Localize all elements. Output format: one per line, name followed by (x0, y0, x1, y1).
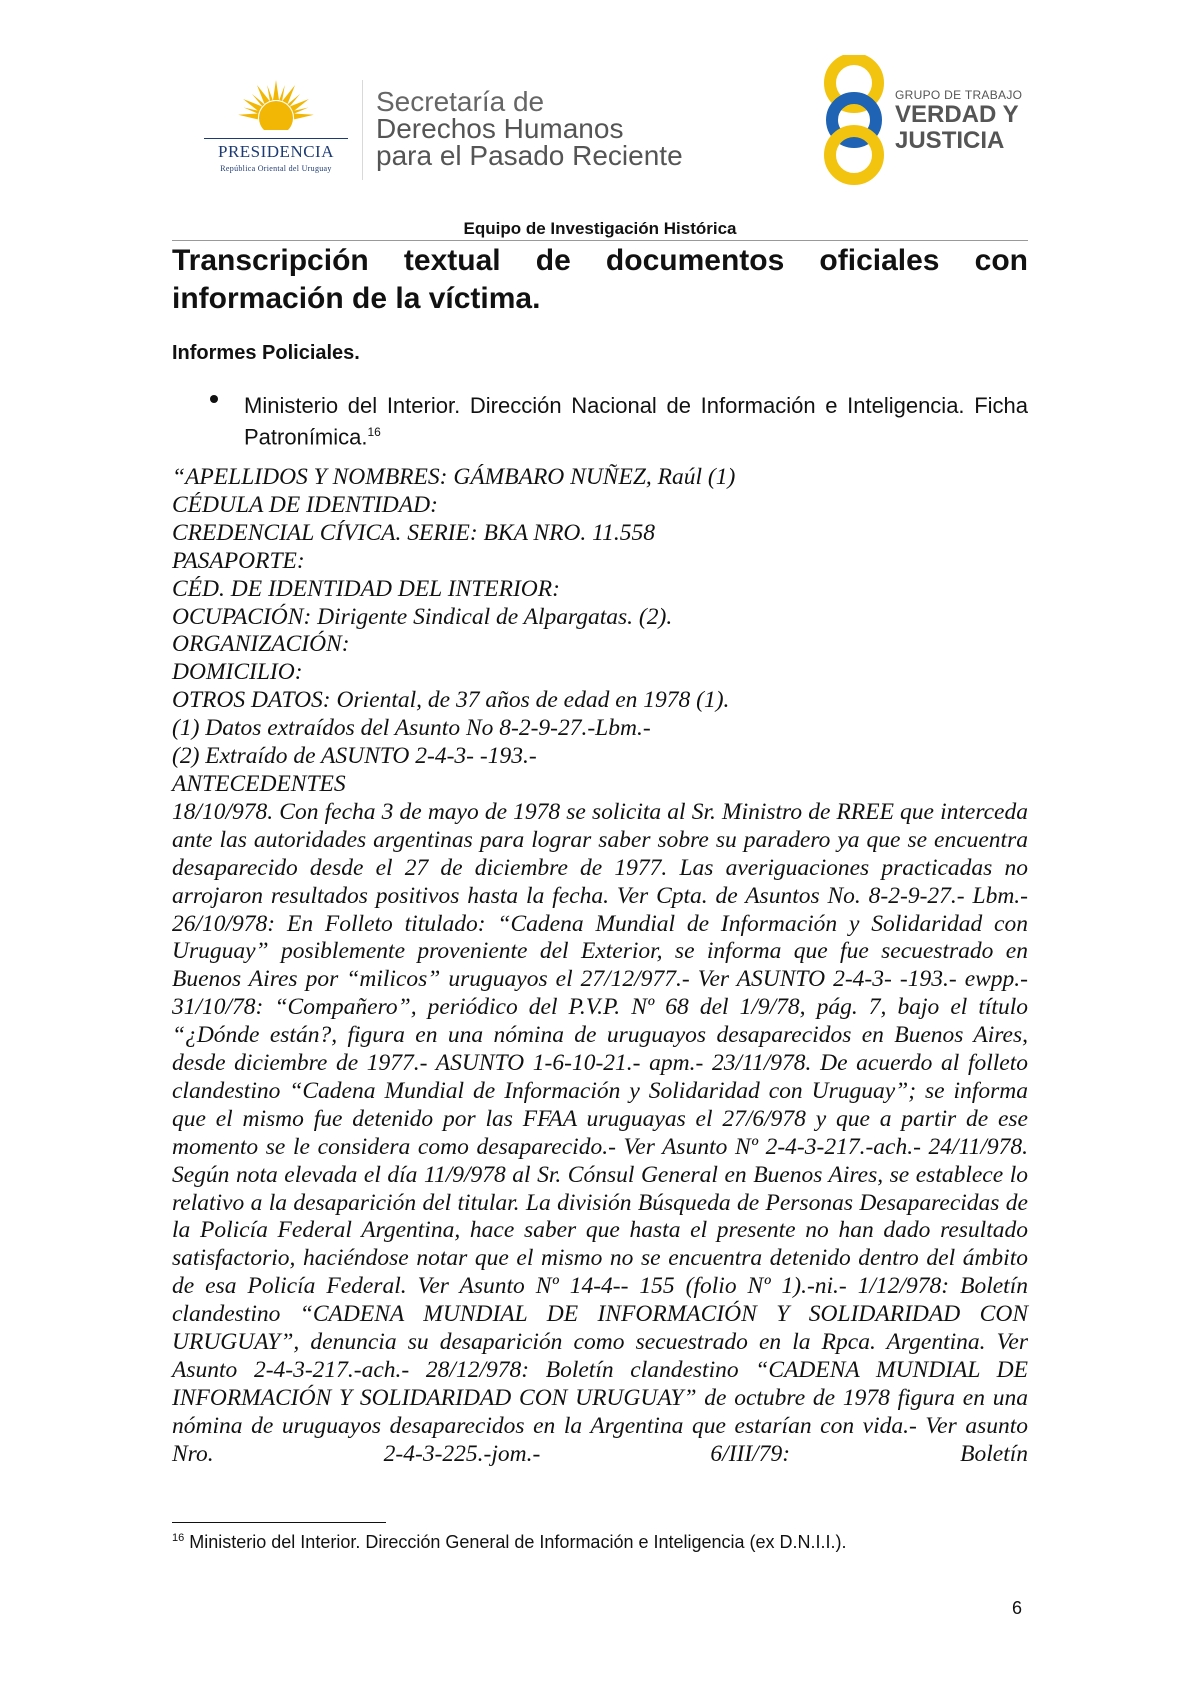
grupo-verdad-justicia-logo (820, 55, 1040, 185)
record-line: (2) Extraído de ASUNTO 2-4-3- -193.- (172, 743, 537, 770)
footnote-ref: 16 (367, 425, 381, 439)
grupo-small-label: GRUPO DE TRABAJO (895, 88, 1023, 102)
logo-divider (362, 80, 363, 180)
grupo-name-line-1: VERDAD Y (895, 101, 1019, 128)
footnote-rule (172, 1522, 386, 1523)
footnote-text: Ministerio del Interior. Dirección General de Información e Inteligencia (ex D.N.I.I.). (189, 1532, 847, 1552)
presidencia-logo (196, 78, 356, 178)
record-line: OCUPACIÓN: Dirigente Sindical de Alpargatas. (2). (172, 603, 673, 630)
secretaria-logo-text (376, 88, 683, 169)
subheading: Informes Policiales. (172, 342, 360, 364)
interlocked-rings-icon (820, 55, 892, 185)
bullet-item (244, 392, 1028, 450)
record-line: PASAPORTE: (172, 547, 305, 574)
header-rule (172, 240, 1028, 241)
record-line: CÉDULA DE IDENTIDAD: (172, 491, 438, 518)
record-line: “APELLIDOS Y NOMBRES: GÁMBARO NUÑEZ, Raúl (1) (172, 464, 736, 490)
page-header (0, 0, 1190, 210)
secretaria-line-1: Secretaría de (376, 86, 545, 117)
sun-emblem-icon (238, 78, 314, 138)
record-line: CÉD. DE IDENTIDAD DEL INTERIOR: (172, 575, 560, 602)
presidencia-rule (204, 138, 348, 139)
page-number: 6 (1012, 1598, 1023, 1618)
section-label: Equipo de Investigación Histórica (463, 219, 737, 238)
footnote-number: 16 (172, 1532, 185, 1544)
page-title: Transcripción textual de documentos oficiales con información de la víctima. (172, 244, 1028, 315)
presidencia-subtitle: República Oriental del Uruguay (220, 164, 332, 173)
transcribed-record (172, 464, 1028, 1469)
record-line: DOMICILIO: (172, 659, 303, 686)
record-line: CREDENCIAL CÍVICA. SERIE: BKA NRO. 11.558 (172, 519, 656, 546)
presidencia-name: PRESIDENCIA (217, 142, 334, 161)
record-line: ANTECEDENTES (172, 770, 346, 797)
secretaria-line-3: para el Pasado Reciente (376, 140, 683, 171)
bullet-item-text: Ministerio del Interior. Dirección Nacional de Información e Inteligencia. Ficha Patronímica. (244, 393, 1028, 450)
bullet-marker (210, 395, 218, 403)
footnote (172, 1532, 847, 1553)
record-line: ORGANIZACIÓN: (172, 631, 350, 658)
antecedentes-paragraph: 18/10/978. Con fecha 3 de mayo de 1978 se solicita al Sr. Ministro de RREE que interceda ante las autoridades argentinas para lograr saber sobre su paradero ya que se encuentra desaparecido desde el 27 de diciembre de 1977. Las averiguaciones practicadas no arrojaron resultados positivos hasta la fecha. Ver Cpta. de Asuntos No. 8-2-9-27.- Lbm.- 26/10/978: En Folleto titulado: “Cadena Mundial de Información y Solidaridad con Uruguay” posiblemente proveniente del Exterior, se informa que fue secuestrado en Buenos Aires por “milicos” uruguayos el 27/12/977.- Ver ASUNTO 2-4-3- -193.- ewpp.- 31/10/78: “Compañero”, periódico del P.V.P. Nº 68 del 1/9/78, pág. 7, bajo el título “¿Dónde están?, figura en una nómina de uruguayos desaparecidos en Buenos Aires, desde diciembre de 1977.- ASUNTO 1-6-10-21.- apm.- 23/11/978. De acuerdo al folleto clandestino “Cadena Mundial de Información y Solidaridad con Uruguay”; se informa que el mismo fue detenido por las FFAA uruguayas el 27/6/978 y que a partir de ese momento se le considera como desaparecido.- Ver Asunto Nº 2-4-3-217.-ach.- 24/11/978. Según nota elevada el día 11/9/978 al Sr. Cónsul General en Buenos Aires, se establece lo relativo a la desaparición del titular. La división Búsqueda de Personas Desaparecidas de la Policía Federal Argentina, hace saber que hasta el presente no han dado resultado satisfactorio, haciéndose notar que el mismo no se encuentra detenido dentro del ámbito de esa Policía Federal. Ver Asunto Nº 14-4-- 155 (folio Nº 1).-ni.- 1/12/978: Boletín clandestino “CADENA MUNDIAL DE INFORMACIÓN Y SOLIDARIDAD CON URUGUAY”, denuncia su desaparición como secuestrado en la Rpca. Argentina. Ver Asunto 2-4-3-217.-ach.- 28/12/978: Boletín clandestino “CADENA MUNDIAL DE INFORMACIÓN Y SOLIDARIDAD CON URUGUAY” de octubre de 1978 figura en una nómina de uruguayos desaparecidos en la Argentina que estarían con vida.- Ver asunto Nro. 2-4-3-225.-jom.- 6/III/79: Boletín (172, 798, 1028, 1467)
grupo-name-line-2: JUSTICIA (895, 127, 1005, 154)
secretaria-line-2: Derechos Humanos (376, 113, 624, 144)
record-line: (1) Datos extraídos del Asunto No 8-2-9-27.-Lbm.- (172, 715, 651, 742)
record-line: OTROS DATOS: Oriental, de 37 años de edad en 1978 (1). (172, 687, 730, 714)
grupo-name (895, 102, 1019, 154)
